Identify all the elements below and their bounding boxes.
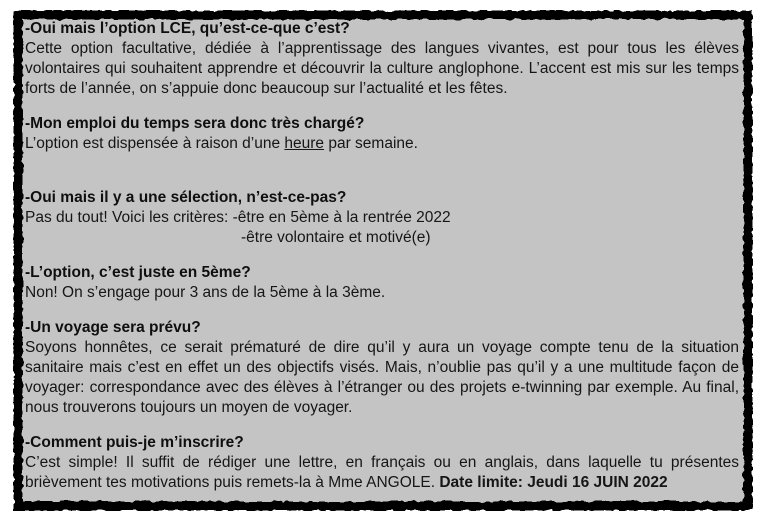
faq-section-voyage (25, 318, 739, 418)
answer-text-before: L’option est dispensée à raison d’une (25, 135, 285, 152)
question-title: -Un voyage sera prévu? (25, 319, 201, 336)
answer-criteria-line1: Pas du tout! Voici les critères: -être en 5ème à la rentrée 2022 (25, 209, 451, 226)
answer-criteria-line2: -être volontaire et motivé(e) (241, 229, 431, 246)
question-title: -Oui mais il y a une sélection, n’est-ce-pas? (25, 189, 347, 206)
question-title: -L’option, c’est juste en 5ème? (25, 264, 251, 281)
answer-text-after: par semaine. (324, 135, 418, 152)
question-title: -Oui mais l’option LCE, qu’est-ce-que c’est? (25, 20, 350, 37)
question-title: -Mon emploi du temps sera donc très chargé? (25, 115, 365, 132)
faq-section-inscription (25, 433, 739, 493)
faq-section-juste-5eme (25, 263, 739, 303)
faq-section-selection (25, 188, 739, 248)
answer-text: Non! On s’engage pour 3 ans de la 5ème à la 3ème. (25, 284, 386, 301)
underlined-word: heure (284, 135, 325, 152)
answer-text: Soyons honnêtes, ce serait prématuré de dire qu’il y aura un voyage compte tenu de la situation sanitaire mais c’est en effet un des objectifs visés. Mais, n’oublie pas qu’il y a une multitude façon de voyager: correspondance avec des élèves à l’étranger ou des projets e-twinning par exemple. Au final, nous trouverons toujours un moyen de voyager. (25, 339, 739, 416)
answer-text-body: C’est simple! Il suffit de rédiger une lettre, en français ou en anglais, dans laquelle tu présentes brièvement tes motivations puis remets-la à Mme ANGOLE. (25, 454, 739, 491)
answer-text (25, 134, 739, 154)
answer-text: Cette option facultative, dédiée à l’apprentissage des langues vivantes, est pour tous les élèves volontaires qui souhaitent apprendre et découvrir la culture anglophone. L’accent est mis sur les temps forts de l’année, on s’appuie donc beaucoup sur l’actualité et les fêtes. (25, 40, 739, 97)
answer-text (25, 453, 739, 493)
faq-content (25, 19, 739, 503)
faq-section-emploi-du-temps (25, 114, 739, 154)
question-title: -Comment puis-je m’inscrire? (25, 434, 244, 451)
deadline-text: Date limite: Jeudi 16 JUIN 2022 (439, 474, 668, 491)
faq-section-option-lce (25, 19, 739, 99)
document-panel (13, 10, 753, 511)
